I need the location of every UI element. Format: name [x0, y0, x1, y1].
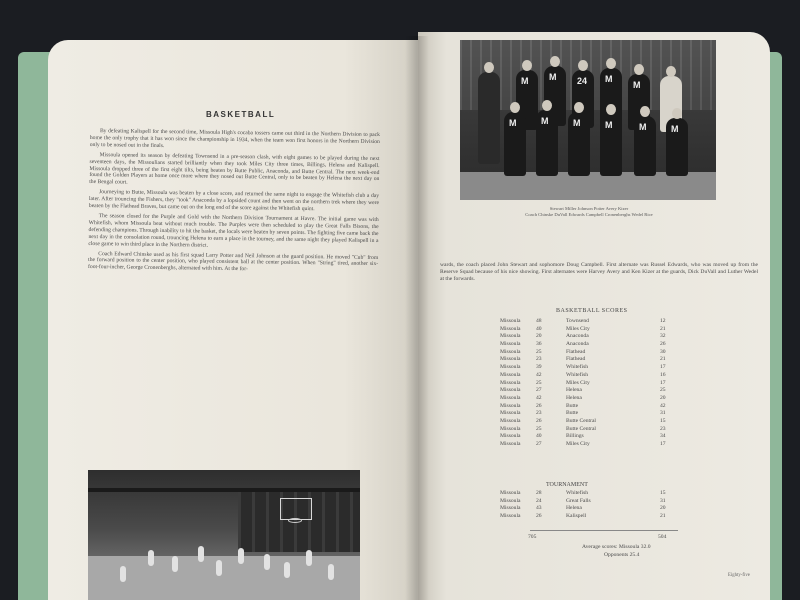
score-cell-score: 27 — [536, 441, 542, 447]
score-row — [500, 333, 680, 341]
score-cell-team: Missoula — [500, 333, 521, 340]
score-cell-score: 26 — [536, 513, 542, 520]
score-row — [500, 433, 680, 441]
paragraph: The season closed for the Purple and Gold with the Northern Division Tournament at Havre. The initial game was with Whitefish, whom Missoula beat without much trouble. The Purples were then scheduled to play the Great Falls Bisons, the defending champions. Through inability to hit the basket, the locals were beaten by seven points. The fighting five came back the next day in the consolation round, trouncing Helena to earn a place in the tourney, and the same night they played Kalispell in a close game to win third place in the Northern district. — [88, 213, 379, 249]
score-cell-score: 25 — [536, 379, 542, 386]
score-cell-team: Missoula — [500, 394, 521, 401]
score-row — [500, 372, 680, 380]
score-row — [500, 356, 680, 364]
score-cell-opponent: Anaconda — [566, 333, 589, 340]
score-cell-team: Missoula — [500, 325, 521, 332]
article-body — [88, 128, 380, 278]
page-title: BASKETBALL — [206, 110, 276, 119]
team-photo — [460, 40, 716, 200]
score-cell-opp-score: 17 — [660, 379, 666, 386]
score-cell-opponent: Anaconda — [566, 341, 589, 348]
score-cell-opp-score: 21 — [660, 356, 666, 363]
score-cell-opponent: Butte Central — [566, 417, 596, 424]
score-cell-opponent: Miles City — [566, 325, 590, 332]
backboard — [280, 498, 312, 520]
score-cell-opp-score: 20 — [660, 394, 666, 401]
score-cell-team: Missoula — [500, 425, 521, 432]
score-cell-opp-score: 31 — [660, 410, 666, 417]
player-figure — [306, 550, 312, 566]
score-row — [500, 326, 680, 334]
team-member: M — [666, 118, 688, 176]
team-member: M — [600, 68, 622, 128]
team-member: M — [568, 112, 590, 176]
paragraph: Journeying to Butte, Missoula was beaten by a close score, and returned the same night to engage the Whitefish club a day later. After trouncing the Fishers, they "took" Anaconda by a lopsided count and then went on the northern trek where they were beaten by the Flathead Braves, but came out on the long end of the score against the Whitefish quint. — [88, 189, 380, 213]
photo-floor — [460, 172, 716, 200]
average-opponents-line: Opponents 25.4 — [604, 552, 640, 558]
score-cell-score: 20 — [536, 333, 542, 340]
score-cell-opp-score: 17 — [660, 441, 666, 447]
score-cell-opponent: Whitefish — [566, 364, 589, 371]
score-cell-opp-score: 21 — [660, 513, 666, 520]
score-cell-team: Missoula — [500, 356, 521, 363]
score-cell-team: Missoula — [500, 318, 521, 324]
book-spine — [405, 36, 429, 600]
score-cell-team: Missoula — [500, 387, 521, 394]
score-cell-team: Missoula — [500, 505, 521, 512]
page-number: Eighty-five — [728, 573, 750, 578]
score-row — [500, 349, 680, 357]
score-cell-opp-score: 15 — [660, 417, 666, 424]
score-row — [500, 380, 680, 388]
score-row — [500, 395, 680, 403]
team-member: M — [600, 114, 622, 176]
score-row — [500, 387, 680, 395]
total-opponents: 504 — [658, 534, 667, 540]
score-cell-opp-score: 34 — [660, 433, 666, 440]
score-row — [500, 403, 680, 411]
score-cell-opponent: Helena — [566, 394, 582, 401]
score-row — [500, 505, 680, 513]
score-cell-team: Missoula — [500, 441, 521, 447]
score-cell-team: Missoula — [500, 433, 521, 440]
tournament-heading: TOURNAMENT — [546, 482, 588, 488]
score-cell-opp-score: 25 — [660, 387, 666, 394]
team-member — [478, 72, 500, 164]
team-member: M — [516, 70, 538, 130]
score-cell-opp-score: 12 — [660, 318, 666, 324]
score-row — [500, 341, 680, 349]
score-row — [500, 318, 680, 326]
score-cell-team: Missoula — [500, 410, 521, 417]
score-row — [500, 490, 680, 498]
player-figure — [264, 554, 270, 570]
score-cell-score: 24 — [536, 497, 542, 504]
score-cell-opponent: Helena — [566, 387, 582, 394]
score-cell-score: 26 — [536, 402, 542, 409]
score-cell-opponent: Butte — [566, 402, 579, 409]
score-cell-score: 28 — [536, 490, 542, 496]
score-row — [500, 364, 680, 372]
score-cell-opp-score: 17 — [660, 364, 666, 371]
score-cell-opp-score: 32 — [660, 333, 666, 340]
score-row — [500, 426, 680, 434]
player-figure — [216, 560, 222, 576]
player-figure — [120, 566, 126, 582]
score-cell-opponent: Great Falls — [566, 497, 591, 504]
score-cell-score: 23 — [536, 356, 542, 363]
court-floor — [88, 556, 360, 600]
score-row — [500, 498, 680, 506]
score-cell-team: Missoula — [500, 364, 521, 371]
tournament-table — [500, 490, 680, 521]
score-cell-score: 42 — [536, 371, 542, 378]
score-cell-team: Missoula — [500, 490, 521, 496]
score-cell-opponent: Whitefish — [566, 490, 589, 496]
score-cell-score: 40 — [536, 433, 542, 440]
team-member: M — [628, 74, 650, 130]
total-missoula: 705 — [528, 534, 537, 540]
team-member: M — [634, 116, 656, 176]
score-cell-opponent: Flathead — [566, 356, 586, 363]
score-cell-team: Missoula — [500, 341, 521, 348]
hoop — [288, 518, 302, 523]
player-figure — [148, 550, 154, 566]
score-cell-team: Missoula — [500, 348, 521, 355]
average-scores-line: Average scores: Missoula 32.0 — [582, 544, 651, 550]
player-figure — [284, 562, 290, 578]
score-cell-opp-score: 30 — [660, 348, 666, 355]
team-member: 24 — [572, 70, 594, 128]
score-cell-score: 23 — [536, 410, 542, 417]
score-cell-opponent: Whitefish — [566, 371, 589, 378]
player-figure — [328, 564, 334, 580]
score-cell-score: 40 — [536, 325, 542, 332]
photo-caption: Stewart Miller Johnson Potter Avery Kizer Coach Chinske DuVall Edwards Campbell Cronenberghs Wedel Rice — [525, 206, 653, 217]
player-figure — [238, 548, 244, 564]
score-cell-team: Missoula — [500, 371, 521, 378]
score-cell-score: 48 — [536, 318, 542, 324]
score-cell-score: 43 — [536, 505, 542, 512]
score-cell-score: 26 — [536, 417, 542, 424]
score-cell-score: 27 — [536, 387, 542, 394]
paragraph: Coach Edward Chinske used as his first squad Larry Potter and Neil Johnson at the guard position. He moved "Cub" from the forward position to the center position, who played consistent ball at the center position. When "String" tired, another six-foot-four-incher, George Cronenberghs, alternated with him. At the for- — [88, 250, 379, 273]
score-cell-team: Missoula — [500, 497, 521, 504]
score-cell-opponent: Billings — [566, 433, 584, 440]
score-cell-score: 42 — [536, 394, 542, 401]
score-cell-opponent: Butte Central — [566, 425, 596, 432]
score-row — [500, 410, 680, 418]
score-cell-opponent: Miles City — [566, 379, 590, 386]
score-cell-score: 25 — [536, 348, 542, 355]
score-cell-score: 25 — [536, 425, 542, 432]
team-member: M — [504, 112, 526, 176]
score-cell-opp-score: 15 — [660, 490, 666, 496]
score-cell-opp-score: 23 — [660, 425, 666, 432]
score-cell-score: 36 — [536, 341, 542, 348]
paragraph: Missoula opened its season by defeating Townsend in a pre-season clash, with eight games to be played during the next seventeen days, the Missoulians started brilliantly when they took Miles City three times, Billings, Helena and Kalispell. Missoula dropped three of the first eight tilts, being beaten by Butte Public, Anaconda, and Butte Central. The next week-end found the Golden Players at home once more where they nosed out Butte Central, only to be beaten by Helena the next day on the Bengal court. — [89, 151, 380, 186]
score-row — [500, 441, 680, 449]
team-member: M — [536, 110, 558, 176]
score-cell-team: Missoula — [500, 402, 521, 409]
score-cell-opp-score: 42 — [660, 402, 666, 409]
score-row — [500, 418, 680, 426]
score-cell-team: Missoula — [500, 379, 521, 386]
score-cell-opponent: Townsend — [566, 318, 589, 324]
score-cell-opponent: Miles City — [566, 441, 590, 447]
score-cell-opponent: Kalispell — [566, 513, 587, 520]
score-cell-opponent: Flathead — [566, 348, 586, 355]
player-figure — [198, 546, 204, 562]
score-cell-opp-score: 21 — [660, 325, 666, 332]
score-cell-opp-score: 20 — [660, 505, 666, 512]
paragraph: By defeating Kalispell for the second time, Missoula High's cocaba tossers came out third in the Northern Division to pack home the only trophy that it has won since the championship in 1934, when the team won first honors in the Northern Division only to be nosed out in the finals. — [89, 128, 380, 149]
article-continued: wards, the coach placed John Stewart and sophomore Doug Campbell. First alternate was Russel Edwards, who was moved up from the Reserve Squad because of his nice showing. First alternates were Harvey Avery and Ken Kizer at the guards, Dick DuVall and Luther Wedel at the forwards. — [440, 262, 758, 282]
game-photo — [88, 470, 360, 600]
score-cell-opponent: Helena — [566, 505, 582, 512]
score-cell-opp-score: 26 — [660, 341, 666, 348]
total-rule — [530, 530, 678, 531]
score-cell-team: Missoula — [500, 417, 521, 424]
scores-heading: BASKETBALL SCORES — [556, 308, 628, 314]
score-cell-opponent: Butte — [566, 410, 579, 417]
score-cell-opp-score: 16 — [660, 371, 666, 378]
team-member: M — [544, 66, 566, 126]
score-cell-team: Missoula — [500, 513, 521, 520]
score-cell-opp-score: 31 — [660, 497, 666, 504]
player-figure — [172, 556, 178, 572]
score-cell-score: 39 — [536, 364, 542, 371]
score-row — [500, 513, 680, 521]
scores-table — [500, 318, 680, 449]
